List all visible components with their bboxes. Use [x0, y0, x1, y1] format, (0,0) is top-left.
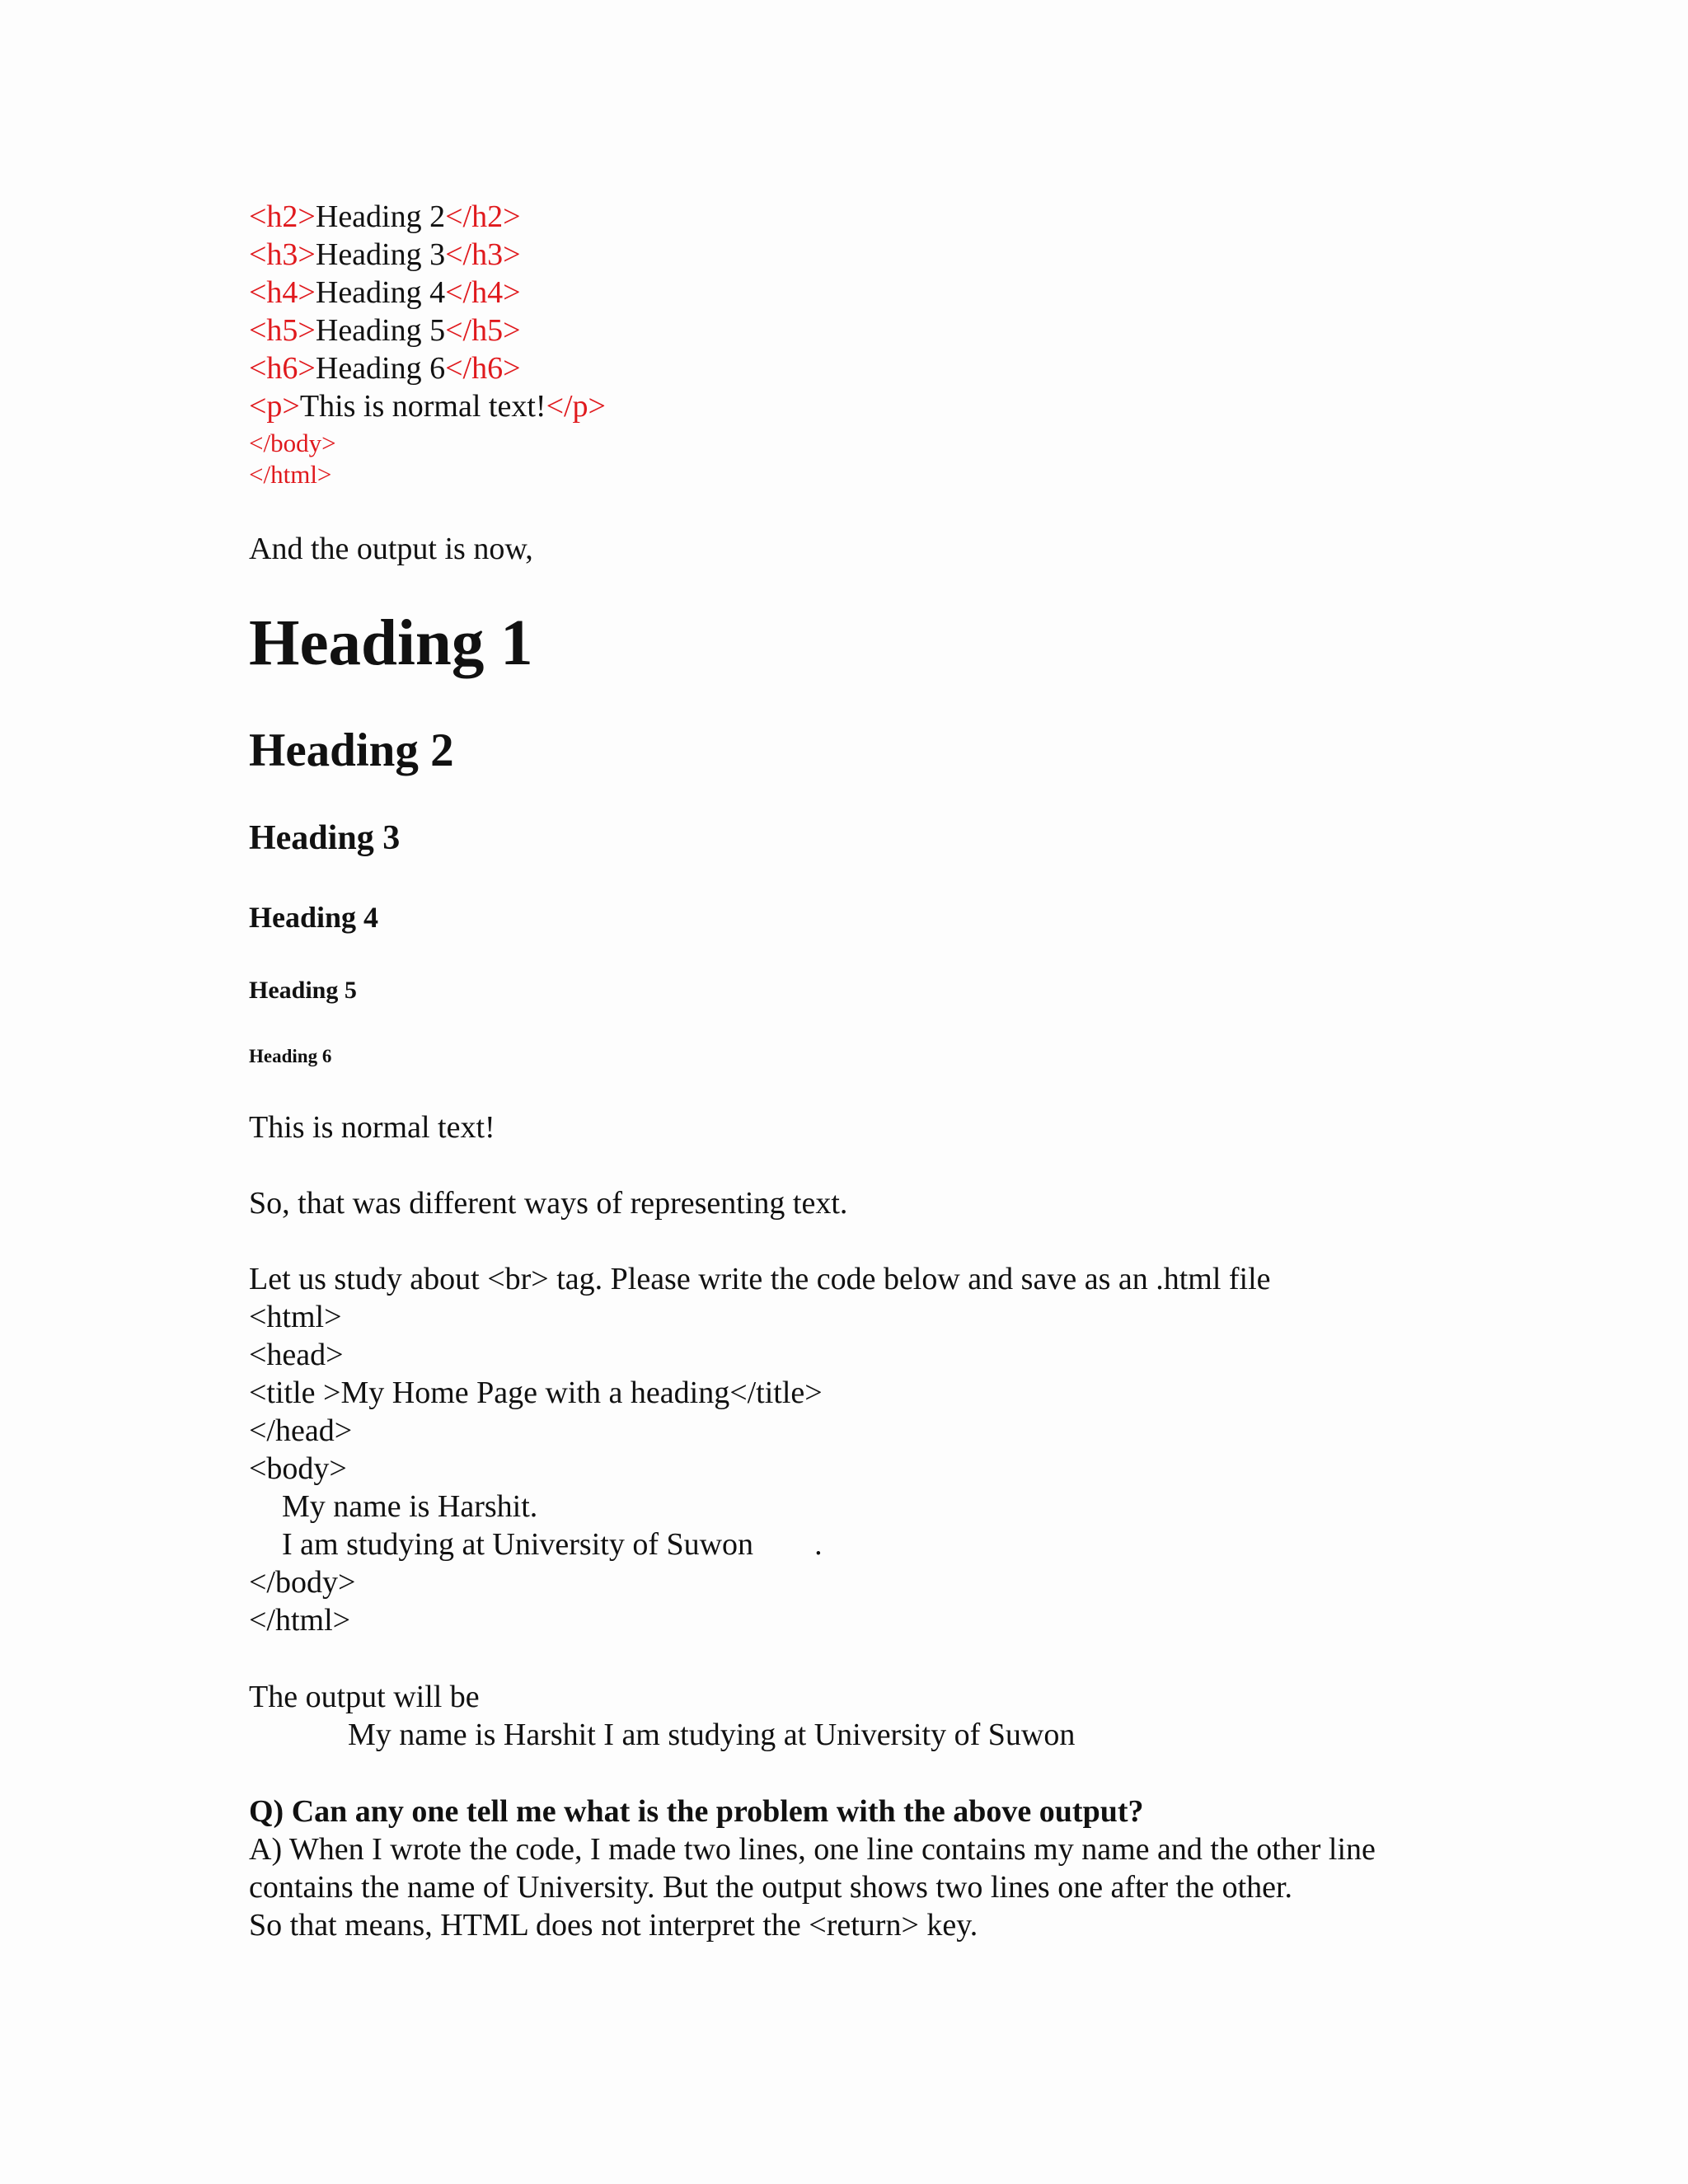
- code-text: Heading 6: [315, 351, 446, 386]
- code-line: </body>: [249, 1565, 356, 1600]
- heading-3-sample: Heading 3: [249, 819, 401, 857]
- close-tag: </h5>: [445, 313, 521, 348]
- open-tag: <h2>: [249, 199, 316, 234]
- study-period: .: [814, 1527, 823, 1562]
- code-text: This is normal text!: [299, 389, 546, 424]
- code-text: Heading 5: [315, 313, 446, 348]
- code-line-p: [249, 387, 606, 425]
- code-line-html-close: </html>: [249, 460, 332, 489]
- code-line-h2: [249, 198, 521, 236]
- code-line: <head>: [249, 1338, 344, 1372]
- heading-6-sample: Heading 6: [249, 1046, 332, 1066]
- code-text: Heading 2: [315, 199, 446, 234]
- code-line-study: [282, 1526, 823, 1563]
- code-line: <title >My Home Page with a heading</title>: [249, 1376, 823, 1410]
- code-line-h5: [249, 312, 521, 349]
- code-text: Heading 3: [315, 237, 446, 272]
- heading-5-sample: Heading 5: [249, 977, 357, 1004]
- code-line: </head>: [249, 1413, 353, 1448]
- question-text: Q) Can any one tell me what is the problem with the above output?: [249, 1794, 1144, 1829]
- code-line: <body>: [249, 1451, 347, 1486]
- close-tag: </h4>: [445, 275, 521, 310]
- heading-4-sample: Heading 4: [249, 901, 379, 934]
- open-tag: <h3>: [249, 237, 316, 272]
- study-text: I am studying at University of Suwon: [282, 1527, 754, 1562]
- output-label: The output will be: [249, 1680, 480, 1714]
- open-tag: <p>: [249, 389, 300, 424]
- answer-line-3: So that means, HTML does not interpret the <return> key.: [249, 1908, 978, 1943]
- code-text: Heading 4: [315, 275, 446, 310]
- code-line: </html>: [249, 1603, 351, 1638]
- heading-1-sample: Heading 1: [249, 607, 533, 679]
- br-intro-text: Let us study about <br> tag. Please write the code below and save as an .html file: [249, 1262, 1271, 1296]
- answer-line-2: contains the name of University. But the output shows two lines one after the other.: [249, 1870, 1293, 1905]
- code-line-name: My name is Harshit.: [282, 1489, 538, 1524]
- code-line: <html>: [249, 1300, 342, 1334]
- code-line-h4: [249, 274, 521, 312]
- open-tag: <h5>: [249, 313, 316, 348]
- open-tag: <h6>: [249, 351, 316, 386]
- open-tag: <h4>: [249, 275, 316, 310]
- summary-text: So, that was different ways of representing text.: [249, 1186, 848, 1221]
- close-tag: </h6>: [445, 351, 521, 386]
- code-line-h6: [249, 349, 521, 387]
- code-line-h3: [249, 236, 521, 274]
- close-tag: </h3>: [445, 237, 521, 272]
- close-tag: </p>: [546, 389, 606, 424]
- code-line-body-close: </body>: [249, 429, 336, 457]
- output-result: My name is Harshit I am studying at University of Suwon: [348, 1718, 1076, 1752]
- close-tag: </h2>: [445, 199, 521, 234]
- output-intro: And the output is now,: [249, 532, 533, 566]
- normal-text-sample: This is normal text!: [249, 1110, 495, 1145]
- heading-2-sample: Heading 2: [249, 724, 454, 776]
- answer-line-1: A) When I wrote the code, I made two lines, one line contains my name and the other line: [249, 1832, 1376, 1867]
